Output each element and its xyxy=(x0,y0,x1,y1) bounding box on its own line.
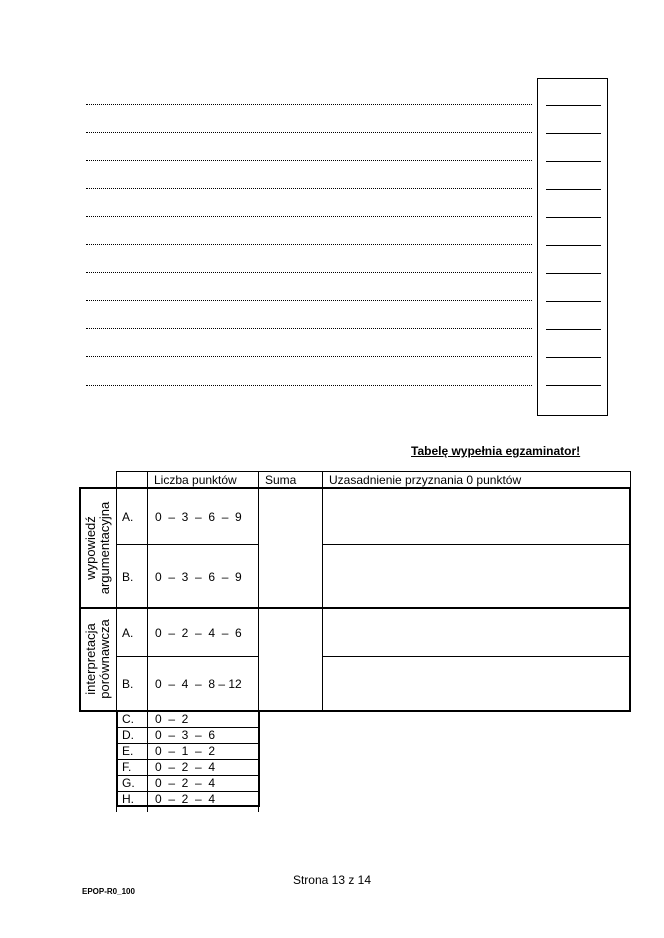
answer-line[interactable] xyxy=(86,104,532,105)
row-letter: F. xyxy=(122,760,132,774)
margin-line xyxy=(546,357,601,358)
answer-line[interactable] xyxy=(86,244,532,245)
margin-line xyxy=(546,385,601,386)
row-points: 0 – 2 – 4 xyxy=(155,792,216,806)
group-label-line: interpretacja xyxy=(83,623,98,695)
row-points: 0 – 3 – 6 xyxy=(155,728,216,742)
margin-line xyxy=(546,301,601,302)
answer-line[interactable] xyxy=(86,300,532,301)
group-label-argumentative xyxy=(84,502,112,595)
row-points: 0 – 3 – 6 – 9 xyxy=(155,570,242,584)
margin-line xyxy=(546,329,601,330)
margin-line xyxy=(546,161,601,162)
table-rule xyxy=(79,487,631,489)
table-rule xyxy=(322,544,630,545)
table-rule xyxy=(630,471,631,488)
row-letter: A. xyxy=(122,510,134,524)
answer-line[interactable] xyxy=(86,188,532,189)
table-rule xyxy=(116,710,118,807)
header-points: Liczba punktów xyxy=(154,473,237,487)
row-letter: C. xyxy=(122,712,134,726)
table-rule xyxy=(147,471,148,812)
table-rule xyxy=(629,487,631,712)
row-points: 0 – 2 – 4 – 6 xyxy=(155,626,242,640)
row-points: 0 – 2 xyxy=(155,712,189,726)
group-label-line: porównawcza xyxy=(97,619,112,699)
margin-line xyxy=(546,189,601,190)
answer-line[interactable] xyxy=(86,216,532,217)
row-letter: H. xyxy=(122,792,134,806)
table-rule xyxy=(79,487,81,712)
row-points: 0 – 1 – 2 xyxy=(155,744,216,758)
page-number: Strona 13 z 14 xyxy=(292,873,372,887)
row-letter: A. xyxy=(122,626,134,640)
document-code: EPOP-R0_100 xyxy=(82,887,135,896)
table-rule xyxy=(322,471,323,711)
row-letter: B. xyxy=(122,570,134,584)
row-points: 0 – 2 – 4 xyxy=(155,760,216,774)
answer-line[interactable] xyxy=(86,356,532,357)
answer-line[interactable] xyxy=(86,132,532,133)
row-letter: B. xyxy=(122,677,134,691)
margin-line xyxy=(546,245,601,246)
group-label-interpretation xyxy=(84,619,112,699)
margin-line xyxy=(546,273,601,274)
answer-line[interactable] xyxy=(86,160,532,161)
examiner-notice: Tabelę wypełnia egzaminator! xyxy=(411,444,581,458)
table-rule xyxy=(322,656,630,657)
row-letter: D. xyxy=(122,728,134,742)
row-letter: G. xyxy=(122,776,135,790)
answer-line[interactable] xyxy=(86,272,532,273)
table-rule xyxy=(116,544,258,545)
answer-line[interactable] xyxy=(86,385,532,386)
table-rule xyxy=(116,471,630,472)
row-points: 0 – 4 – 8 – 12 xyxy=(155,677,242,691)
row-points: 0 – 3 – 6 – 9 xyxy=(155,510,242,524)
answer-line[interactable] xyxy=(86,328,532,329)
header-sum: Suma xyxy=(265,473,297,487)
row-points: 0 – 2 – 4 xyxy=(155,776,216,790)
group-label-line: wypowiedź xyxy=(83,516,98,580)
row-letter: E. xyxy=(122,744,134,758)
examiner-margin-box xyxy=(537,78,608,416)
table-rule xyxy=(116,471,117,488)
table-rule xyxy=(258,710,260,807)
table-rule xyxy=(116,656,258,657)
margin-line xyxy=(546,133,601,134)
header-justification: Uzasadnienie przyznania 0 punktów xyxy=(329,473,522,487)
group-label-line: argumentacyjna xyxy=(97,501,112,595)
margin-line xyxy=(546,105,601,106)
margin-line xyxy=(546,217,601,218)
table-rule xyxy=(79,607,631,609)
